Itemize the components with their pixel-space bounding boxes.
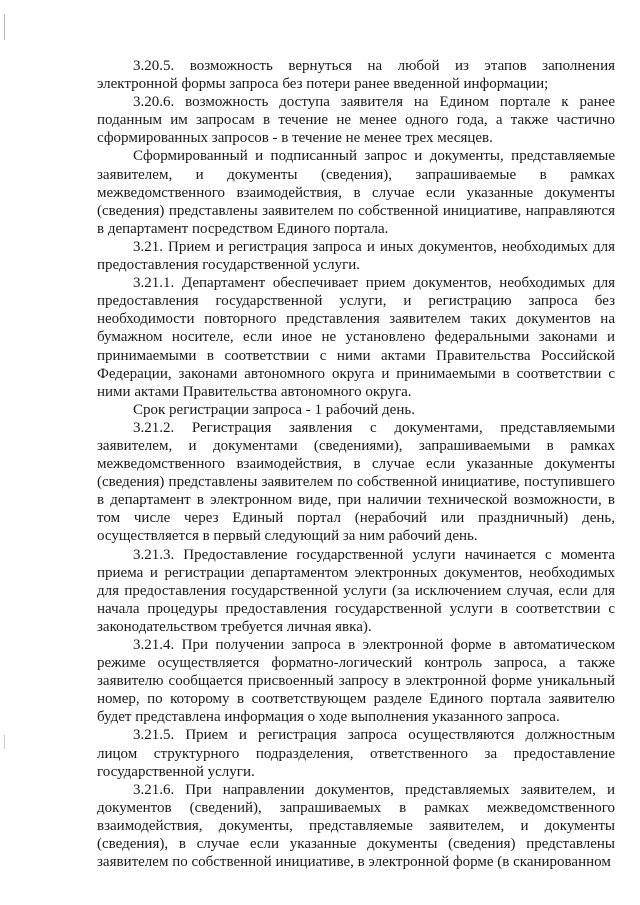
paragraph-3-21-4: 3.21.4. При получении запроса в электронной форме в автоматическом режиме осуществляется форматно-логический контроль запроса, а также заявителю сообщается присвоенный запросу в электронной форме уникальный номер, по которому в соответствующем разделе Единого портала заявителю будет представлена информация о ходе выполнения указанного запроса.: [97, 637, 615, 726]
scan-edge-mark: [4, 14, 5, 40]
paragraph-3-21-6: 3.21.6. При направлении документов, представляемых заявителем, и документов (сведений), запрашиваемых в рамках межведомственного взаимодействия, документы, представляемые заявителем, и документы (сведения), в случае если указанные документы (сведения) представлены заявителем по собственной инициативе, в электронной форме (в сканированном: [97, 781, 615, 871]
paragraph-registration-term: Срок регистрации запроса - 1 рабочий день.: [133, 401, 415, 418]
paragraph-3-21-5: 3.21.5. Прием и регистрация запроса осуществляются должностным лицом структурного подразделения, ответственного за предоставление государственной услуги.: [97, 727, 615, 780]
paragraph-3-21-1: 3.21.1. Департамент обеспечивает прием документов, необходимых для предоставления государственной услуги, и регистрацию запроса без необходимости повторного представления заявителем таких документов на бумажном носителе, если иное не установлено федеральными законами и принимаемыми в соответствии с ними актами Правительства Российской Федерации, законами автономного округа и принимаемыми в соответствии с ними актами Правительства автономного округа.: [97, 275, 615, 400]
paragraph-3-21-2: 3.21.2. Регистрация заявления с документами, представляемыми заявителем, и документами (сведениями), запрашиваемыми в рамках межведомственного взаимодействия, в случае если указанные документы (сведения) представлены заявителем по собственной инициативе, поступившего в департамент в электронном виде, при наличии технической возможности, в том числе через Единый портал (нерабочий или праздничный) день, осуществляется в первый следующий за ним рабочий день.: [97, 419, 615, 545]
scan-edge-mark: [4, 735, 5, 749]
paragraph-submitted-request: Сформированный и подписанный запрос и документы, представляемые заявителем, и документы (сведения), запрашиваемые в рамках межведомственного взаимодействия, в случае если указанные документы (сведения) представлены заявителем по собственной инициативе, направляются в департамент посредством Единого портала.: [97, 148, 615, 237]
paragraph-3-20-6: 3.20.6. возможность доступа заявителя на Едином портале к ранее поданным им запросам в течение не менее одного года, а также частично сформированных запросов - в течение не менее трех месяцев.: [97, 94, 615, 147]
paragraph-3-20-5: 3.20.5. возможность вернуться на любой из этапов заполнения электронной формы запроса без потери ранее введенной информации;: [97, 58, 615, 93]
document-body: [97, 57, 615, 871]
paragraph-3-21-3: 3.21.3. Предоставление государственной услуги начинается с момента приема и регистрации департаментом электронных документов, необходимых для предоставления государственной услуги (за исключением случая, если для начала процедуры предоставления государственной услуги в соответствии с законодательством требуется личная явка).: [97, 546, 615, 635]
section-heading-3-21: 3.21. Прием и регистрация запроса и иных документов, необходимых для предоставления государственной услуги.: [97, 238, 615, 274]
